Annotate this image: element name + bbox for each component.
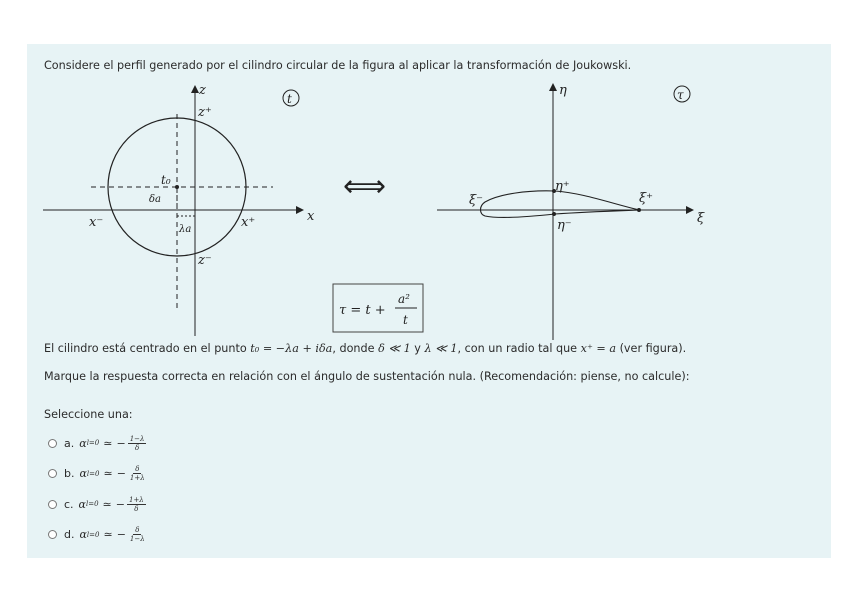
tau-plane-label: τ [677, 88, 684, 102]
option-c-alpha: α [78, 497, 86, 511]
option-a-fraction [128, 435, 147, 452]
tau-axis-xi-label: ξ [697, 211, 705, 226]
option-a-formula [79, 435, 146, 452]
option-b-radio[interactable] [48, 469, 57, 478]
option-b-den: 1+λ [129, 474, 145, 483]
answer-options [48, 428, 147, 550]
option-c-num: 1+λ [128, 495, 144, 504]
label-x-minus: x⁻ [89, 215, 104, 230]
option-b-formula [79, 465, 146, 482]
option-b-fraction [128, 465, 147, 482]
option-a-letter: a. [64, 436, 75, 450]
center-dot [175, 185, 179, 189]
statement-math-radius: x⁺ = a [580, 342, 617, 355]
option-d-radio[interactable] [48, 530, 57, 539]
statement-text-3: y [410, 342, 425, 355]
option-c-formula [79, 496, 146, 513]
t-axis-x-label: x [307, 209, 315, 224]
option-b-letter: b. [64, 467, 75, 481]
option-a-den: δ [134, 443, 140, 452]
question-intro: Considere el perfil generado por el cilindro circular de la figura al aplicar la transformación de Joukowski. [44, 59, 632, 72]
transformation-formula [333, 284, 423, 332]
option-c-letter: c. [64, 497, 74, 511]
statement-text-1: El cilindro está centrado en el punto [44, 342, 251, 355]
tau-axis-eta-label: η [559, 83, 567, 98]
label-xi-minus: ξ⁻ [469, 193, 484, 208]
label-z-minus: z⁻ [198, 253, 212, 268]
label-lambda-a: λa [179, 224, 192, 235]
option-d-alpha: α [79, 528, 87, 542]
option-a-rel: ≃ [103, 436, 113, 450]
label-t0: t₀ [161, 173, 171, 187]
option-a-radio[interactable] [48, 439, 57, 448]
option-c-sub: l=0 [85, 500, 99, 509]
option-d-rel: ≃ [103, 528, 113, 542]
option-a-sub: l=0 [86, 439, 100, 448]
label-eta-plus: η⁺ [555, 179, 570, 194]
option-c-den: δ [134, 504, 139, 513]
option-d[interactable] [48, 520, 147, 551]
option-c-radio[interactable] [48, 500, 57, 509]
formula-denominator: t [403, 313, 408, 327]
option-b-rel: ≃ [103, 467, 113, 481]
statement-text-2: , donde [332, 342, 379, 355]
formula-lhs: τ = t + [339, 303, 386, 318]
option-b-alpha: α [79, 467, 87, 481]
xi-plus-dot [637, 208, 641, 212]
label-z-plus: z⁺ [198, 105, 212, 120]
option-c[interactable] [48, 489, 147, 520]
option-c-fraction [127, 496, 146, 513]
formula-numerator: a² [398, 292, 410, 306]
label-xi-plus: ξ⁺ [639, 191, 654, 206]
select-prompt: Seleccione una: [44, 408, 133, 421]
option-d-den: 1−λ [129, 535, 145, 544]
t-axis-y-label: z [199, 83, 206, 98]
t-plane [43, 83, 315, 336]
option-d-fraction [128, 526, 147, 543]
statement-math-lambda: λ ≪ 1 [424, 342, 458, 355]
question-card [27, 44, 831, 558]
question-instruction: Marque la respuesta correcta en relación con el ángulo de sustentación nula. (Recomendación: piense, no calcule): [44, 370, 690, 383]
option-d-formula [79, 526, 146, 543]
problem-statement [44, 342, 686, 355]
statement-text-5: (ver figura). [616, 342, 687, 355]
option-c-rel: ≃ [102, 497, 112, 511]
option-d-sub: l=0 [86, 530, 100, 539]
tau-plane [437, 83, 705, 340]
option-c-sign: − [115, 497, 125, 511]
option-b-sub: l=0 [86, 469, 100, 478]
statement-text-4: , con un radio tal que [457, 342, 581, 355]
statement-math-center: t₀ = −λa + iδa [250, 342, 333, 355]
option-d-num: δ [135, 526, 140, 535]
joukowski-figure [27, 44, 831, 344]
statement-math-delta: δ ≪ 1 [378, 342, 411, 355]
option-d-sign: − [116, 528, 126, 542]
option-a-num: 1−λ [129, 434, 145, 443]
joukowski-airfoil [481, 191, 640, 218]
option-b-num: δ [135, 465, 140, 474]
eta-minus-dot [552, 212, 556, 216]
label-delta-a: δa [149, 194, 161, 205]
option-b[interactable] [48, 459, 147, 490]
option-a-sign: − [116, 436, 126, 450]
option-b-sign: − [116, 467, 126, 481]
option-d-letter: d. [64, 528, 75, 542]
option-a-alpha: α [79, 436, 87, 450]
label-eta-minus: η⁻ [557, 218, 572, 233]
equivalence-arrow: ⟺ [343, 169, 387, 204]
label-x-plus: x⁺ [241, 215, 256, 230]
option-a[interactable] [48, 428, 147, 459]
t-plane-label: t [287, 92, 292, 106]
